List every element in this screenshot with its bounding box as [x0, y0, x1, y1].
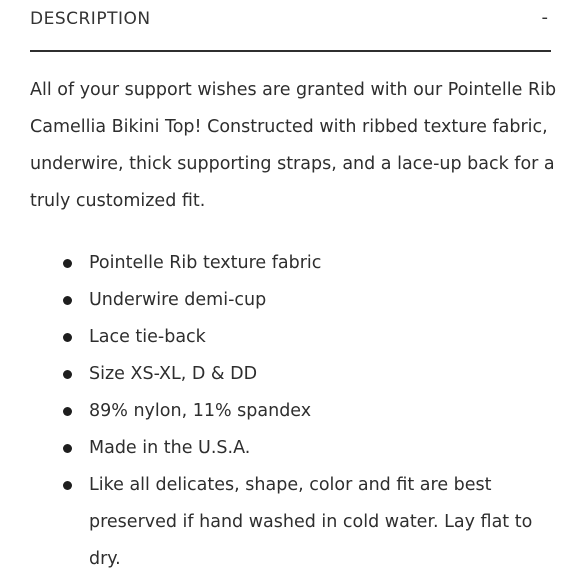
bullet-icon: [63, 407, 72, 416]
description-section-header[interactable]: [30, 0, 550, 52]
feature-item: [89, 467, 559, 578]
bullet-icon: [63, 370, 72, 379]
feature-item: [89, 356, 559, 393]
feature-text: Made in the U.S.A.: [89, 438, 251, 458]
feature-item: [89, 282, 559, 319]
feature-text: 89% nylon, 11% spandex: [89, 401, 312, 421]
feature-item: [89, 319, 559, 356]
feature-text: Lace tie-back: [89, 327, 206, 347]
product-description: All of your support wishes are granted with our Pointelle Rib Camellia Bikini Top! Constructed with ribbed texture fabric, underwire, thick supporting straps, and a lace-up back for a truly customized fit.: [30, 80, 557, 211]
feature-text: Like all delicates, shape, color and fit are best preserved if hand washed in cold water. Lay flat to dry.: [89, 475, 533, 569]
feature-item: [89, 245, 559, 282]
section-divider: [30, 50, 551, 52]
section-title: DESCRIPTION: [30, 9, 151, 29]
feature-item: [89, 430, 559, 467]
bullet-icon: [63, 481, 72, 490]
bullet-icon: [63, 444, 72, 453]
bullet-icon: [63, 296, 72, 305]
bullet-icon: [63, 333, 72, 342]
bullet-icon: [63, 259, 72, 268]
feature-list: [89, 245, 559, 578]
feature-text: Size XS-XL, D & DD: [89, 364, 258, 384]
feature-text: Pointelle Rib texture fabric: [89, 253, 322, 273]
feature-item: [89, 393, 559, 430]
feature-text: Underwire demi-cup: [89, 290, 267, 310]
collapse-icon[interactable]: -: [541, 7, 548, 28]
